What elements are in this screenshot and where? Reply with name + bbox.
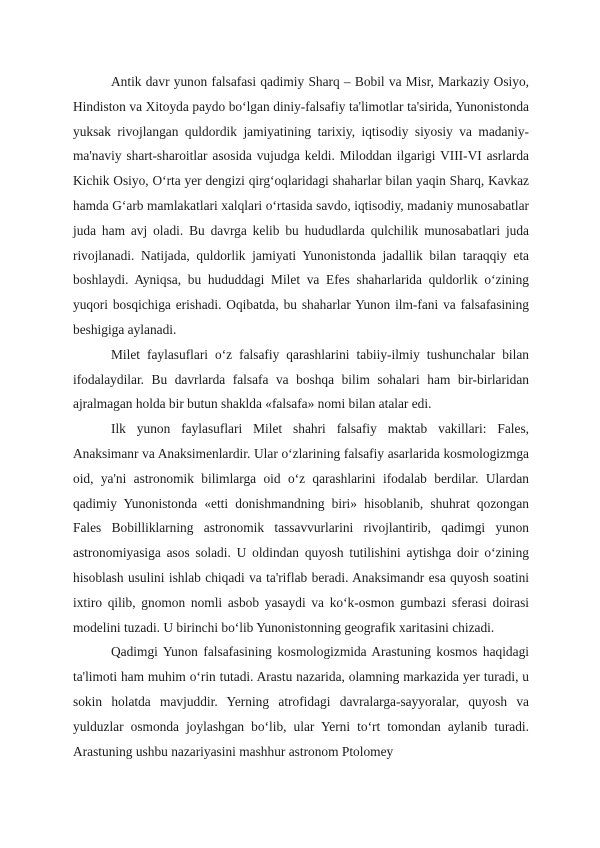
paragraph-4: Qadimgi Yunon falsafasining kosmologizmida Arastuning kosmos haqidagi ta'limoti ham muhim o‘rin tutadi. Arastu nazarida, olamning markazida yer turadi, u sokin holatda mavjuddir. Yerning atrofidagi davralarga-sayyoralar, quyosh va yulduzlar osmonda joylashgan bo‘lib, ular Yerni to‘rt tomondan aylanib turadi. Arastuning ushbu nazariyasini mashhur astronom Ptolomey	[73, 644, 529, 759]
paragraph-1: Antik davr yunon falsafasi qadimiy Sharq – Bobil va Misr, Markaziy Osiyo, Hindiston va Xitoyda paydo bo‘lgan diniy-falsafiy ta'limotlar ta'sirida, Yunonistonda yuksak rivojlangan quldordik jamiyatining tarixiy, iqtisodiy siyosiy va madaniy-ma'naviy shart-sharoitlar asosida vujudga keldi. Miloddan ilgarigi VIII-VI asrlarda Kichik Osiyo, O‘rta yer dengizi qirg‘oqlaridagi shaharlar bilan yaqin Sharq, Kavkaz hamda G‘arb mamlakatlari xalqlari o‘rtasida savdo, iqtisodiy, madaniy munosabatlar juda ham avj oladi. Bu davrga kelib bu hududlarda qulchilik munosabatlari juda rivojlanadi. Natijada, quldorlik jamiyati Yunonistonda jadallik bilan taraqqiy eta boshlaydi. Ayniqsa, bu hududdagi Milet va Efes shaharlarida quldorlik o‘zining yuqori bosqichiga erishadi. Oqibatda, bu shaharlar Yunon ilm-fani va falsafasining beshigiga aylanadi.	[73, 74, 529, 337]
paragraph-3: Ilk yunon faylasuflari Milet shahri falsafiy maktab vakillari: Fales, Anaksimanr va Anaksimenlardir. Ular o‘zlarining falsafiy asarlarida kosmologizmga oid, ya'ni astronomik bilimlarga oid o‘z qarashlarini ifodalab berdilar. Ulardan qadimiy Yunonistonda «etti donishmandning biri» hisoblanib, shuhrat qozongan Fales Bobilliklarning astronomik tassavvurlarini rivojlantirib, qadimgi yunon astronomiyasiga asos soladi. U oldindan quyosh tutilishini aytishga doir o‘zining hisoblash usulini ishlab chiqadi va ta'riflab beradi. Anaksimandr esa quyosh soatini ixtiro qilib, gnomon nomli asbob yasaydi va ko‘k-osmon gumbazi sferasi doirasi modelini tuzadi. U birinchi bo‘lib Yunonistonning geografik xaritasini chizadi.	[73, 421, 529, 635]
paragraph-2: Milet faylasuflari o‘z falsafiy qarashlarini tabiiy-ilmiy tushunchalar bilan ifodalaydilar. Bu davrlarda falsafa va boshqa bilim sohalari ham bir-birlaridan ajralmagan holda bir butun shaklda «falsafa» nomi bilan atalar edi.	[73, 346, 529, 412]
document-body	[73, 70, 529, 764]
